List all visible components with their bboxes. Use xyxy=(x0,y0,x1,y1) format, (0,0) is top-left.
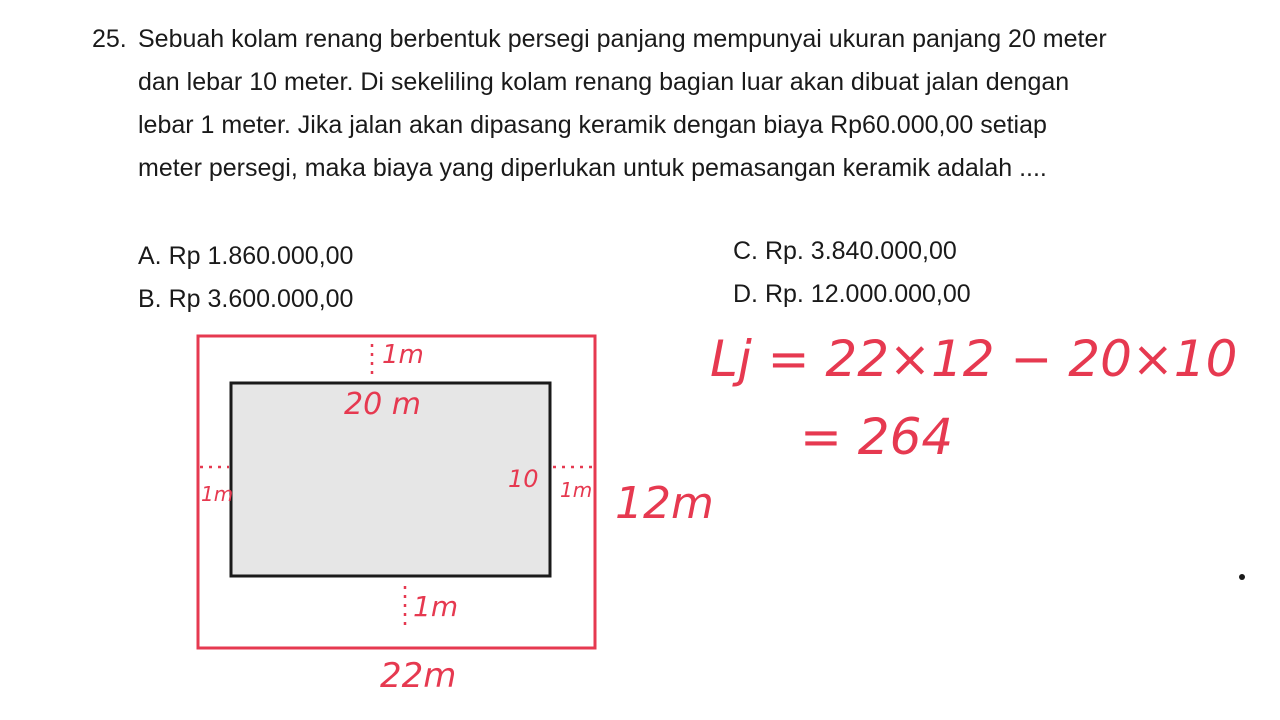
bottom-gap-label: 1m xyxy=(413,590,459,623)
option-b[interactable]: B. Rp 3.600.000,00 xyxy=(138,285,354,313)
outer-length-label: 22m xyxy=(380,656,457,696)
option-c[interactable]: C. Rp. 3.840.000,00 xyxy=(733,237,957,265)
calculation-line-2: = 264 xyxy=(800,408,954,466)
option-d[interactable]: D. Rp. 12.000.000,00 xyxy=(733,280,971,308)
question-line: Sebuah kolam renang berbentuk persegi panjang mempunyai ukuran panjang 20 meter xyxy=(138,25,1107,53)
inner-length-label: 20 m xyxy=(344,387,421,422)
question-line: meter persegi, maka biaya yang diperlukan untuk pemasangan keramik adalah .... xyxy=(138,154,1047,182)
dot-mark xyxy=(1239,574,1245,580)
question-line: dan lebar 10 meter. Di sekeliling kolam renang bagian luar akan dibuat jalan dengan xyxy=(138,68,1070,96)
outer-height-label: 12m xyxy=(615,478,714,529)
option-a[interactable]: A. Rp 1.860.000,00 xyxy=(138,242,354,270)
top-gap-label: 1m xyxy=(382,340,424,370)
calculation-line-1: Lj = 22×12 − 20×10 xyxy=(710,330,1238,388)
inner-width-label: 10 xyxy=(508,465,539,493)
right-gap-label: 1m xyxy=(560,478,593,502)
question-line: lebar 1 meter. Jika jalan akan dipasang keramik dengan biaya Rp60.000,00 setiap xyxy=(138,111,1047,139)
question-number: 25. xyxy=(92,25,127,53)
left-gap-label: 1m xyxy=(201,482,234,506)
